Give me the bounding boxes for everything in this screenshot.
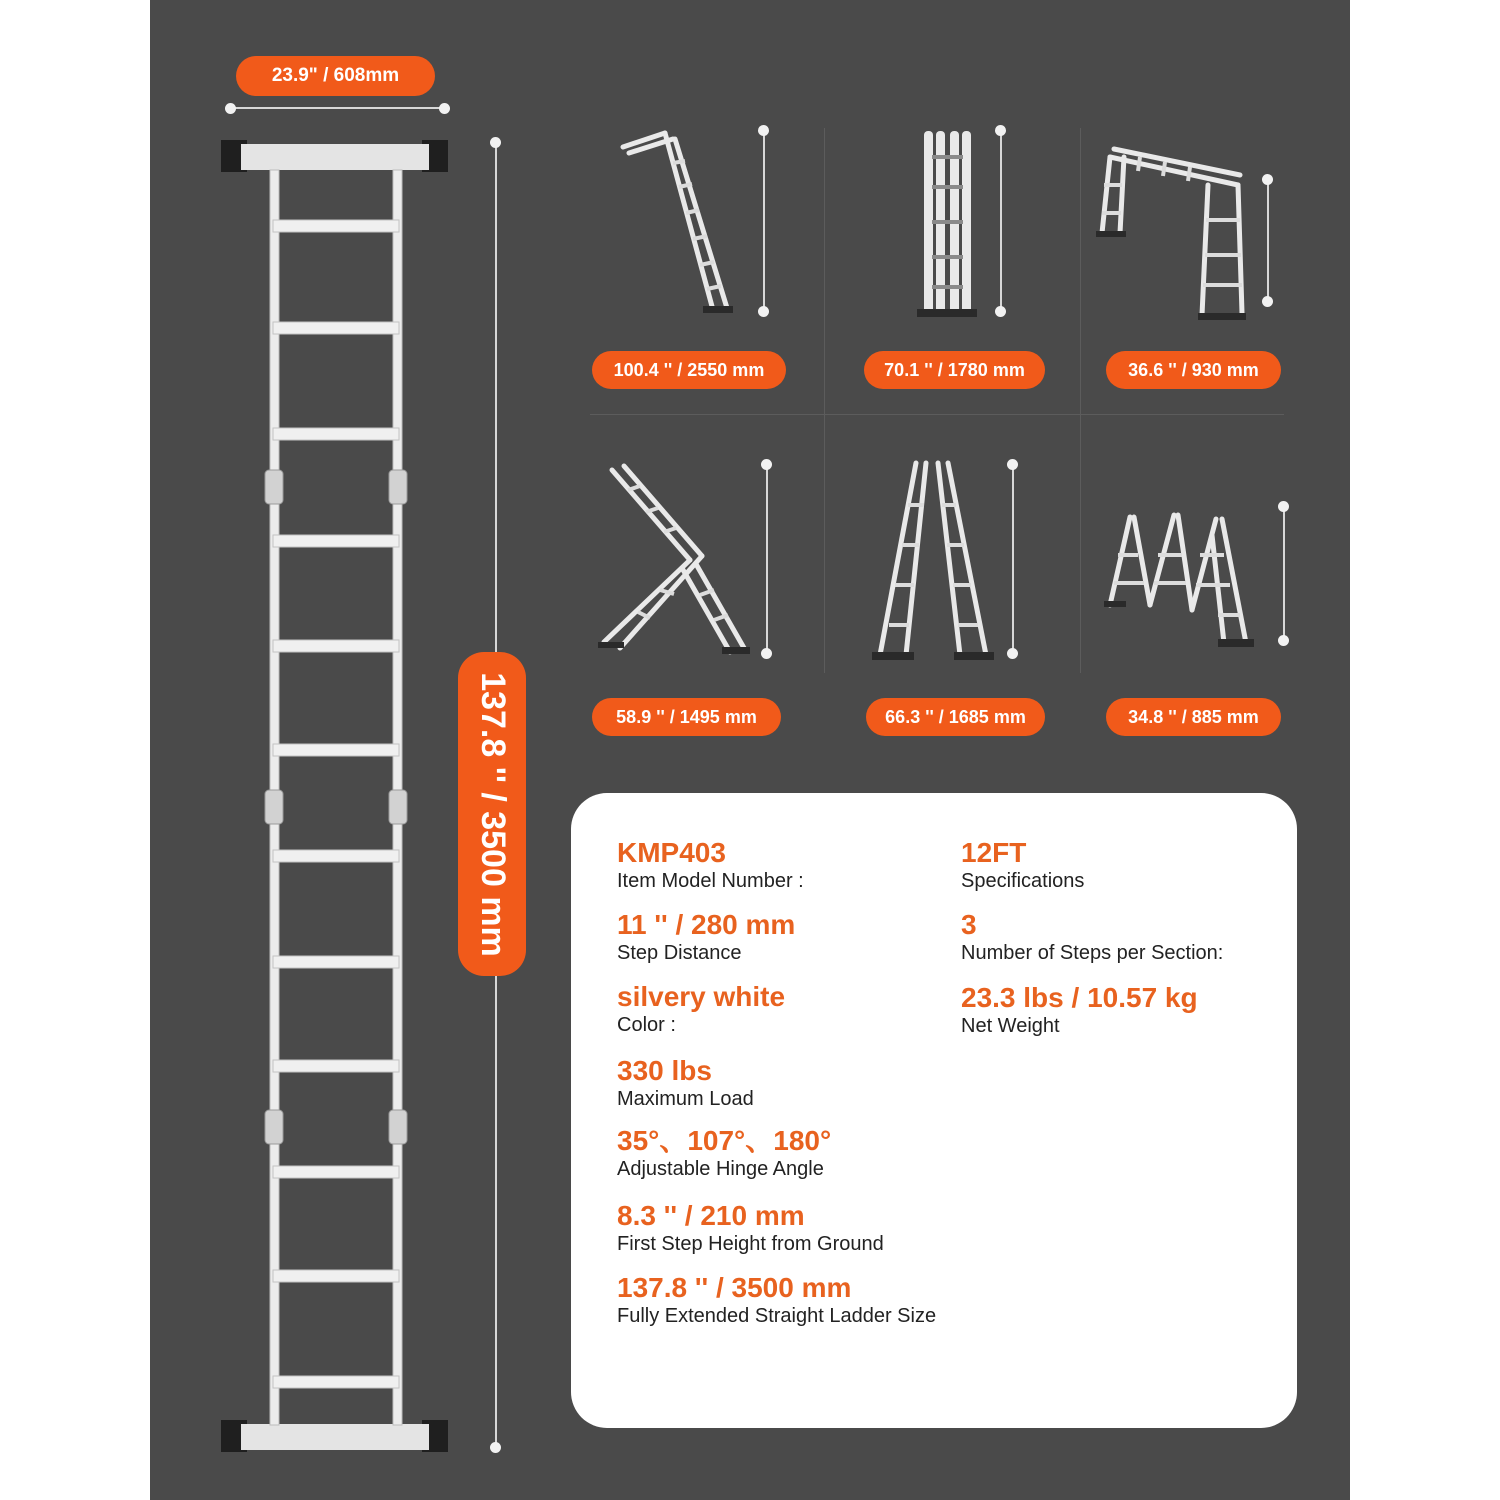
ladder-rung-4 — [273, 535, 399, 547]
spec-label: Step Distance — [617, 942, 742, 964]
config-3-dimension-dot-top — [1262, 174, 1273, 185]
height-dimension-label: 137.8 '' / 3500 mm — [473, 671, 512, 957]
config-3-dimension-badge: 36.6 '' / 930 mm — [1106, 351, 1281, 389]
spec-color — [617, 982, 785, 1038]
spec-label: Item Model Number : — [617, 870, 804, 892]
ladder-hinge-right-1 — [389, 470, 407, 504]
ladder-rung-2 — [273, 322, 399, 334]
ladder-rung-10 — [273, 1166, 399, 1178]
spec-value: 11 '' / 280 mm — [617, 909, 796, 940]
config-2-dimension-dot-bottom — [995, 306, 1006, 317]
grid-divider-horizontal — [590, 414, 1284, 415]
config-2-dimension-badge: 70.1 '' / 1780 mm — [864, 351, 1045, 389]
spec-value: 137.8 '' / 3500 mm — [617, 1272, 852, 1303]
config-6-dimension-dot-bottom — [1278, 635, 1289, 646]
spec-maximum-load — [617, 1056, 754, 1112]
ladder-rung-3 — [273, 428, 399, 440]
spec-hinge-angle — [617, 1126, 831, 1182]
scaffold-ladder-icon — [1090, 145, 1260, 325]
folded-ladder-icon — [912, 125, 982, 320]
config-5-dimension-dot-top — [1007, 459, 1018, 470]
ladder-hinge-left-3 — [265, 1110, 283, 1144]
config-4-dimension-badge: 58.9 '' / 1495 mm — [592, 698, 781, 736]
angled-ladder-icon — [615, 125, 745, 320]
ladder-rung-8 — [273, 956, 399, 968]
ladder-rung-7 — [273, 850, 399, 862]
ladder-hinge-right-3 — [389, 1110, 407, 1144]
grid-divider-vertical-2 — [1080, 128, 1081, 673]
width-dimension-badge: 23.9" / 608mm — [236, 56, 435, 96]
spec-label: Adjustable Hinge Angle — [617, 1158, 824, 1180]
spec-extended-size — [617, 1273, 936, 1329]
leaning-ladder-icon — [590, 460, 760, 660]
spec-model-number — [617, 838, 804, 894]
width-dimension-line — [230, 107, 444, 109]
config-5-dimension-dot-bottom — [1007, 648, 1018, 659]
spec-value: 330 lbs — [617, 1055, 712, 1086]
config-1-dimension-line — [763, 130, 765, 312]
config-1-dimension-badge: 100.4 '' / 2550 mm — [592, 351, 786, 389]
spec-first-step-height — [617, 1201, 884, 1257]
config-1-dimension-dot-bottom — [758, 306, 769, 317]
spec-label: Specifications — [961, 870, 1085, 892]
spec-value: silvery white — [617, 981, 786, 1012]
config-1-dimension-dot-top — [758, 125, 769, 136]
spec-net-weight — [961, 983, 1198, 1039]
spec-label: Color : — [617, 1014, 676, 1036]
height-dimension-dot-top — [490, 137, 501, 148]
ladder-hinge-right-2 — [389, 790, 407, 824]
ladder-hinge-left-1 — [265, 470, 283, 504]
config-6-dimension-badge: 34.8 '' / 885 mm — [1106, 698, 1281, 736]
straight-ladder-image — [215, 130, 460, 1470]
height-dimension-badge — [458, 652, 526, 976]
config-4-dimension-dot-top — [761, 459, 772, 470]
height-dimension-dot-bottom — [490, 1442, 501, 1453]
ladder-rung-9 — [273, 1060, 399, 1072]
config-3-dimension-line — [1267, 180, 1269, 302]
width-dimension-dot-left — [225, 103, 236, 114]
config-4-dimension-line — [766, 464, 768, 654]
spec-specifications — [961, 838, 1084, 894]
spec-label: Maximum Load — [617, 1088, 754, 1110]
spec-value: 12FT — [961, 837, 1027, 868]
spec-value: KMP403 — [617, 837, 726, 868]
spec-steps-per-section — [961, 910, 1223, 966]
ladder-rung-6 — [273, 744, 399, 756]
ladder-top-stabilizer — [241, 144, 429, 170]
config-4-dimension-dot-bottom — [761, 648, 772, 659]
a-frame-ladder-icon — [868, 455, 998, 670]
ladder-rung-12 — [273, 1376, 399, 1388]
ladder-bottom-stabilizer — [241, 1424, 429, 1450]
spec-value: 35°、107°、180° — [617, 1125, 832, 1156]
config-6-dimension-dot-top — [1278, 501, 1289, 512]
config-5-dimension-line — [1012, 464, 1014, 654]
config-2-dimension-dot-top — [995, 125, 1006, 136]
spec-value: 3 — [961, 909, 977, 940]
width-dimension-dot-right — [439, 103, 450, 114]
spec-value: 23.3 lbs / 10.57 kg — [961, 982, 1198, 1013]
spec-step-distance — [617, 910, 795, 966]
ladder-rung-11 — [273, 1270, 399, 1282]
config-3-dimension-dot-bottom — [1262, 296, 1273, 307]
grid-divider-vertical-1 — [824, 128, 825, 673]
spec-label: Net Weight — [961, 1015, 1060, 1037]
config-2-dimension-line — [1000, 130, 1002, 312]
spec-label: Number of Steps per Section: — [961, 942, 1224, 964]
config-5-dimension-badge: 66.3 '' / 1685 mm — [866, 698, 1045, 736]
spec-label: Fully Extended Straight Ladder Size — [617, 1305, 937, 1327]
spec-value: 8.3 '' / 210 mm — [617, 1200, 805, 1231]
ladder-rung-5 — [273, 640, 399, 652]
ladder-hinge-left-2 — [265, 790, 283, 824]
config-6-dimension-line — [1283, 508, 1285, 640]
spec-label: First Step Height from Ground — [617, 1233, 884, 1255]
zigzag-ladder-icon — [1100, 505, 1270, 655]
ladder-rung-1 — [273, 220, 399, 232]
